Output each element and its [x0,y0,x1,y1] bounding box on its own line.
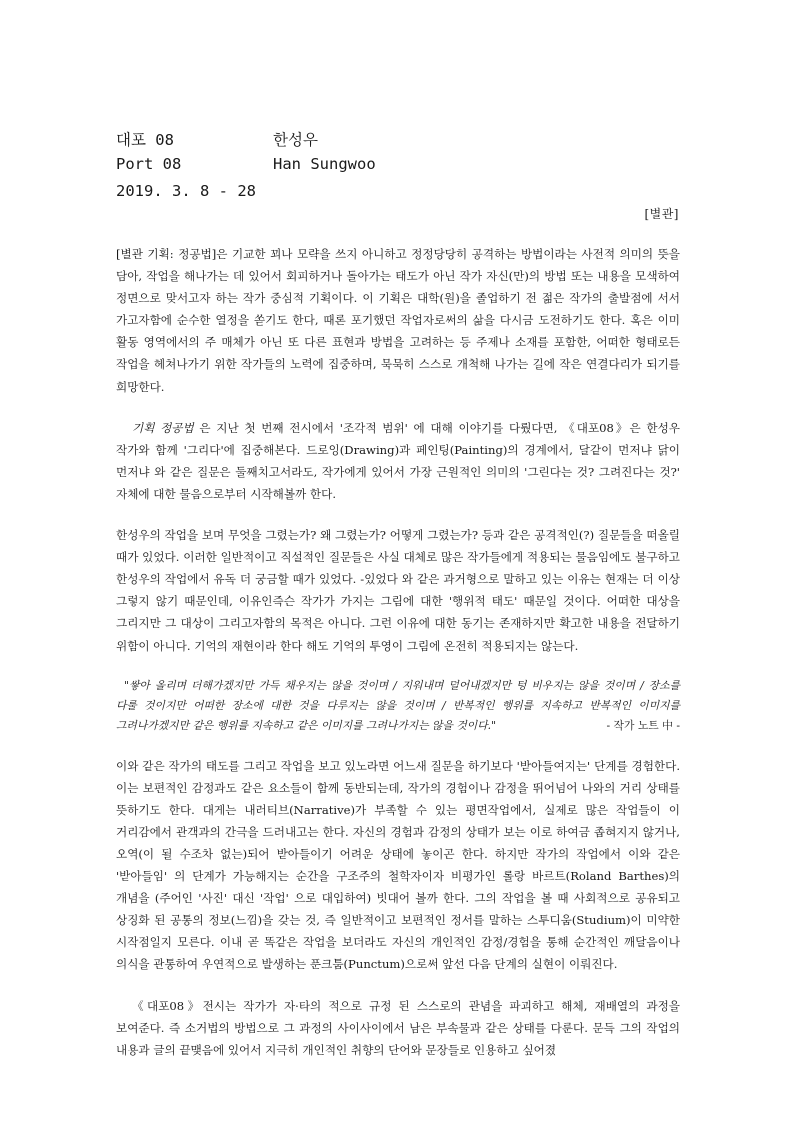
paragraph-intro: [별관 기획: 정공법]은 기교한 꾀나 모략을 쓰지 아니하고 정정당당히 공격하는 방법이라는 사전적 의미의 뜻을 담아, 작업을 해나가는 데 있어서 회피하거나 돌아가는 태도가 아닌 작가 자신(만)의 방법 또는 내용을 모색하여 정면으로 맞서고자 하는 작가 중심적 기획이다. 이 기획은 대학(원)을 졸업하기 전 젊은 작가의 출발점에 서서 가고자함에 순수한 열정을 쏟기도 한다, 때론 포기했던 작업자로써의 삶을 다시금 도전하기도 한다. 혹은 이미 활동 영역에서의 주 매체가 아닌 또 다른 표현과 방법을 고려하는 등 주제나 소재를 포함한, 어떠한 형태로든 작업을 헤쳐나가기 위한 작가들의 노력에 집중하며, 묵묵히 스스로 개척해 나가는 길에 작은 연결다리가 되기를 희망한다. [116,247,680,394]
artist-name-en: Han Sungwoo [273,155,376,173]
exhibition-title-en: Port 08 [116,155,182,173]
article-body [116,243,680,1080]
header-row-title [116,128,536,155]
paragraph-concept-text: 은 지난 첫 번째 전시에서 '조각적 범위' 에 대해 이야기를 다뤘다면, 《대포08》은 한성우 작가와 함께 '그리다'에 집중해본다. 드로잉(Drawing)과 페인팅(Painting)의 경계에서, 달같이 먼저냐 닭이 먼저냐 와 같은 질문은 둘째치고서라도, 작가에게 있어서 가장 근원적인 의미의 '그린다는 것? 그려진다는 것?' 자체에 대한 물음으로부터 시작해볼까 한다. [116,420,680,501]
paragraph-exhibition: 《대포08》전시는 작가가 자·타의 적으로 규정 된 스스로의 관념을 파괴하고 해체, 재배열의 과정을 보여준다. 즉 소거법의 방법으로 그 과정의 사이사이에서 남은 부속물과 같은 상태를 다룬다. 문득 그의 작업의 내용과 글의 끝맺음에 있어서 지극히 개인적인 취향의 단어와 문장들로 인용하고 싶어졌 [116,998,680,1057]
exhibition-title-ko: 대포 08 [116,131,174,149]
paragraph-questions: 한성우의 작업을 보며 무엇을 그렸는가? 왜 그렸는가? 어떻게 그렸는가? 등과 같은 공격적인(?) 질문들을 떠올릴 때가 있었다. 이러한 일반적이고 직설적인 질문들은 사실 대체로 많은 작가들에게 적용되는 물음임에도 불구하고 한성우의 작업에서 유독 더 궁금할 때가 있었다. -있었다 와 같은 과거형으로 말하고 있는 이유는 현재는 더 이상 그렇지 않기 때문인데, 이유인즉슨 작가가 가지는 그림에 대한 '행위적 태도' 때문일 것이다. 어떠한 대상을 그리지만 그 대상이 그리고자함의 목적은 아니다. 그런 이유에 대한 동기는 존재하지만 확고한 내용을 전달하기 위함이 아니다. 기억의 재현이라 한다 해도 기억의 투영이 그림에 온전히 적용되지는 않는다. [116,528,680,653]
exhibition-dates: 2019. 3. 8 - 28 [116,182,256,200]
header-row-dates [116,182,536,209]
artist-name-ko: 한성우 [273,131,318,149]
section-tag: [별관] [644,207,679,221]
exhibition-header [116,128,536,209]
paragraph-reception: 이와 같은 작가의 태도를 그리고 작업을 보고 있노라면 어느새 질문을 하기보다 '받아들여지는' 단계를 경험한다. 이는 보편적인 감정과도 같은 요소들이 함께 동반되는데, 작가의 경험이나 감정을 뛰어넘어 나와의 거리 상태를 뜻하기도 한다. 대게는 내러티브(Narrative)가 부족할 수 있는 평면작업에서, 실제로 많은 작업들이 이 거리감에서 관객과의 간극을 드러내고는 한다. 자신의 경험과 감정의 상태가 보는 이로 하여금 좁혀지지 않거나, 오역(이 될 수조차 없는)되어 받아들이기 어려운 상태에 놓이곤 한다. 하지만 작가의 작업에서 이와 같은 '받아들임' 의 단계가 가능해지는 순간을 구조주의 철학자이자 비평가인 롤랑 바르트(Roland Barthes)의 개념을 (주어인 '사진' 대신 '작업' 으로 대입하여) 빗대어 볼까 한다. 그의 작업을 볼 때 사회적으로 공유되고 상징화 된 공통의 정보(느낌)을 갖는 것, 즉 일반적이고 보편적인 정서를 말하는 스투디움(Studium)이 미약한 시작점일지 모른다. 이내 곧 똑같은 작업을 보더라도 자신의 개인적인 감정/경험을 통해 순간적인 깨달음이나 의식을 관통하여 우연적으로 발생하는 푼크툼(Punctum)으로써 앞선 다음 단계의 실현이 이뤄진다. [116,758,680,972]
artist-note-quote [116,676,680,736]
header-row-title-en [116,155,536,182]
quote-citation: - 작가 노트 中 - [606,718,680,732]
paragraph-concept-emphasis: 기획 정공법 [132,420,194,435]
paragraph-concept [116,417,680,505]
quote-text: "쌓아 올리며 더해가겠지만 가득 채우지는 않을 것이며 / 지워내며 덜어내겠지만 텅 비우지는 않을 것이며 / 장소를 다룰 것이지만 어떠한 장소에 대한 것을 다루지는 않을 것이며 / 반복적인 행위를 지속하고 반복적인 이미지를 그려나가겠지만 같은 행위를 지속하고 같은 이미지를 그려나가지는 않을 것이다." [116,678,680,732]
